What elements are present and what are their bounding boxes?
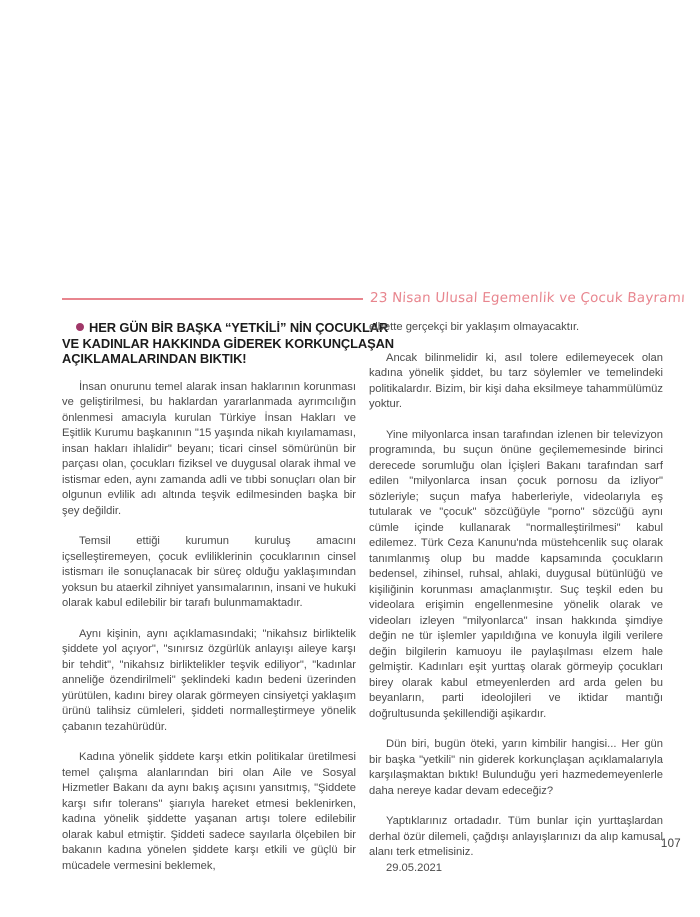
paragraph: Aynı kişinin, aynı açıklamasındaki; "nikahsız birliktelik şiddete yol açıyor", "sınırsız özgürlük anlayışı aileye karşı bir tehdit", "nikahsız birliktelikler teşvik ediliyor", "kadınlar anneliğe özendirilmeli" şeklindeki kadın bedeni üzerinden yürütülen, kadını birey olarak görmeyen cinsiyetçi yaklaşım ürünü talihsiz cümleleri, şiddeti normalleştirmeye yönelik çabanın tezahürüdür. [62, 627, 356, 733]
article-body [62, 320, 663, 889]
left-column [62, 320, 395, 889]
article-date: 29.05.2021 [386, 861, 442, 874]
section-title: 23 Nisan Ulusal Egemenlik ve Çocuk Bayramı [369, 290, 686, 306]
title-line: VE KADINLAR HAKKINDA GİDEREK KORKUNÇLAŞAN [62, 335, 395, 351]
paragraph: Kadına yönelik şiddete karşı etkin politikalar üretilmesi temel çalışma alanlarından biri olan Aile ve Sosyal Hizmetler Bakanı da aynı bakış açısını yansıtmış, "Şiddete karşı sıfır tolerans" şiarıyla hareket etmesi beklenirken, kadına yönelik şiddette yaşanan artışı tolere edilebilir olarak kabul etmiştir. Şiddeti sadece sayılarla ölçebilen bir bakanın kadına yönelen şiddete karşı etkili ve güçlü bir mücadele vermesini beklemek, [62, 751, 356, 872]
page-number: 107 [660, 838, 681, 850]
section-header [62, 288, 685, 308]
paragraph: Dün biri, bugün öteki, yarın kimbilir hangisi... Her gün bir başka "yetkili" nin giderek korkunçlaşan açıklamalarıyla karşılaşmaktan bıktık! Bulunduğu yeri hazmedemeyenlerle daha nereye kadar devam edeceğiz? [369, 738, 663, 797]
paragraph: Yine milyonlarca insan tarafından izlenen bir televizyon programında, bu suçun önüne geçilememesinde birinci derecede sorumluğu olan İçişleri Bakanı tarafından sarf edilen "milyonlarca insan çocuk pornosu da izliyor" sözleriyle; suçun mafya haberleriyle, videolarıyla eş tutularak ve "çocuk" sözcüğüyle "porno" sözcüğü aynı cümle içinde kullanarak "normalleştirilmesi" kabul edilemez. Türk Ceza Kanunu'nda müstehcenlik suç olarak tanımlanmış olup bu madde kapsamında çocukların bedensel, zihinsel, ruhsal, ahlaki, duygusal bütünlüğü ve kişiliğinin korunması amaçlanmıştır. Suç teşkil eden bu videolara erişimin engellenmesine yönelik olarak ve videoları izleyen "milyonlarca" insan hakkında şimdiye değin ne tür işlemler yapıldığına ve konuyla ilgili verilere değin bilgilerin kamuoyu ile paylaşılması elzem hale gelmiştir. Kadınları eşit yurttaş olarak görmeyip çocukları birey olarak kabul etmeyenlerden ard arda gelen bu beyanların, parti ideolojileri ve iktidar mantığı doğrultusunda şekillendiği aşikardır. [369, 428, 663, 720]
paragraph: elbette gerçekçi bir yaklaşım olmayacaktır. [369, 321, 580, 333]
paragraph: Temsil ettiği kurumun kuruluş amacını içselleştiremeyen, çocuk evliliklerinin çocuklarının cinsel istismarı ile sonuçlanacak bir süreç olduğu yaklaşımından yoksun bu ataerkil zihniyet yansımalarının, insani ve hukuki olarak kabul edilebilir bir tarafı bulunmamaktadır. [62, 535, 356, 610]
title-line: AÇIKLAMALARINDAN BIKTIK! [62, 351, 247, 367]
paragraph: Yaptıklarınız ortadadır. Tüm bunlar için yurttaşlardan derhal özür dilemeli, çağdışı anlayışlarınızı da alıp kamusal alanı terk etmelisiniz. [369, 815, 663, 858]
bullet-icon [76, 323, 84, 331]
paragraph: İnsan onurunu temel alarak insan haklarının korunması ve geliştirilmesi, bu haklardan yararlanmada ayrımcılığın önlenmesi amacıyla kurulan Türkiye İnsan Hakları ve Eşitlik Kurumu başkanının "15 yaşında nikah kıyılamaması, insan hakları ihlalidir" beyanı; ticari cinsel sömürünün bir parçası olan, çocukları fiziksel ve duygusal olarak ihmal ve istismar eden, aynı zamanda adli ve tıbbi sonuçları olan bir olgunun evlilik adı altında teşvik edilmesinden başka bir şey değildir. [62, 380, 356, 517]
title-line [62, 320, 389, 336]
article-title [62, 320, 395, 367]
paragraph: Ancak bilinmelidir ki, asıl tolere edilemeyecek olan kadına yönelik şiddet, bu tarz söylemler ve temelindeki politikalardır. Bizim, bir kişi daha eksilmeye tahammülümüz yoktur. [369, 351, 663, 410]
right-column [369, 320, 663, 889]
header-divider [62, 298, 363, 300]
title-text: HER GÜN BİR BAŞKA “YETKİLİ” NİN ÇOCUKLAR [89, 320, 389, 335]
